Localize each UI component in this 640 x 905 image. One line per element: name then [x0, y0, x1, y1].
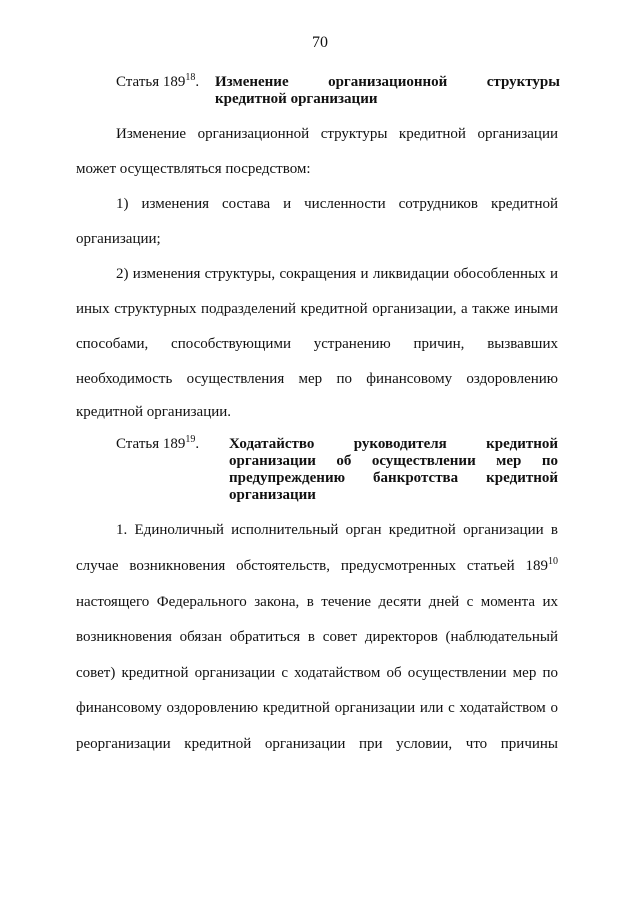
article-title: Ходатайство руководителя кредитной организации об осуществлении мер по предупреждению банкротства кредитной организации [229, 436, 558, 503]
text-line: необходимость осуществления мер по финансовому оздоровлению [76, 371, 558, 387]
text-line: 1. Единоличный исполнительный орган кредитной организации в [116, 522, 558, 538]
text-line: 2) изменения структуры, сокращения и ликвидации обособленных и [116, 266, 558, 282]
text-line: настоящего Федерального закона, в течение десяти дней с момента их [76, 594, 558, 610]
text-line: совет) кредитной организации с ходатайством об осуществлении мер по [76, 665, 558, 681]
text-line: может осуществляться посредством: [76, 161, 311, 177]
article-number-superscript: 18 [185, 72, 196, 83]
text-line: иных структурных подразделений кредитной организации, а также иными [76, 301, 558, 317]
text-line [76, 557, 558, 575]
article-label [116, 74, 215, 108]
article-title: Изменение организационной структуры кредитной организации [215, 74, 560, 107]
page-number: 70 [312, 34, 328, 51]
text-line: реорганизации кредитной организации при условии, что причины [76, 736, 558, 752]
article-label [116, 436, 229, 504]
text-line-part: случае возникновения обстоятельств, предусмотренных статьей 189 [76, 558, 548, 574]
text-line: Изменение организационной структуры кредитной организации [116, 126, 558, 142]
article-label-suffix: . [195, 74, 200, 90]
text-line: возникновения обязан обратиться в совет директоров (наблюдательный [76, 629, 558, 645]
text-line: 1) изменения состава и численности сотрудников кредитной [116, 196, 558, 212]
text-line: кредитной организации. [76, 404, 232, 420]
article-189-18-heading [116, 74, 560, 108]
text-line: организации; [76, 231, 161, 247]
article-label-text: Статья 189 [116, 74, 186, 90]
article-reference-superscript: 10 [548, 556, 558, 567]
article-label-text: Статья 189 [116, 436, 186, 452]
article-189-19-heading [116, 436, 558, 504]
text-line: финансовому оздоровлению кредитной организации или с ходатайством о [76, 700, 558, 716]
article-number-superscript: 19 [185, 434, 196, 445]
text-line: способами, способствующими устранению причин, вызвавших [76, 336, 558, 352]
article-label-suffix: . [195, 436, 200, 452]
